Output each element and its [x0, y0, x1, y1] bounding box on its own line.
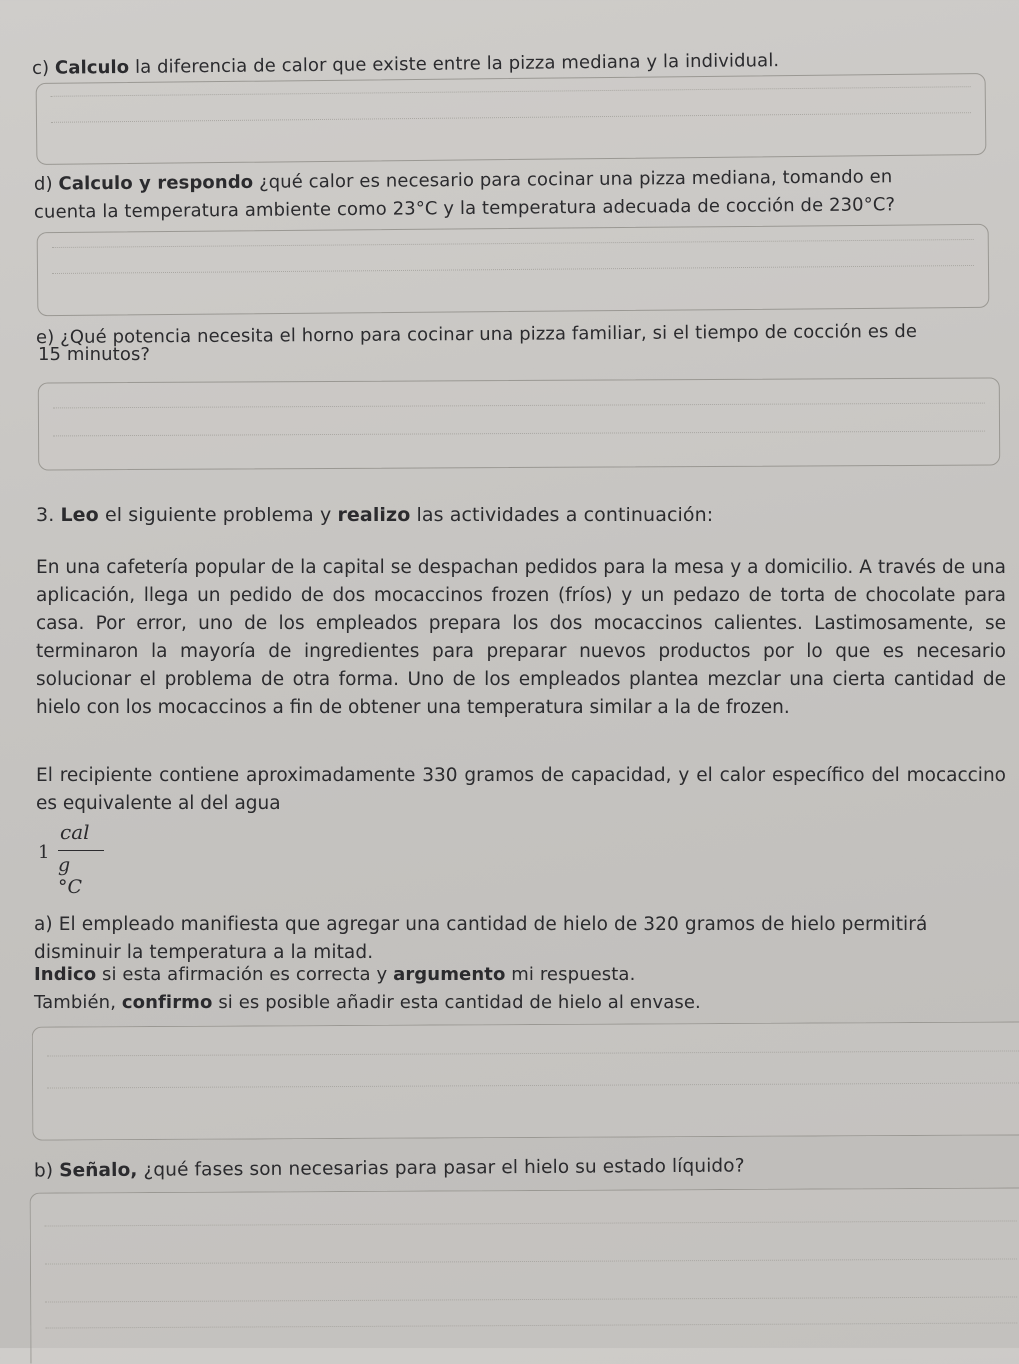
question-a-line2: disminuir la temperatura a la mitad. — [34, 942, 374, 963]
answer-box-d[interactable] — [37, 224, 990, 316]
answer-box-a[interactable] — [32, 1021, 1019, 1140]
question-d-line2: cuenta la temperatura ambiente como 23°C y la temperatura adecuada de cocción de 230°C? — [33, 194, 896, 223]
question-a-line4: También, confirmo si es posible añadir esta cantidad de hielo al envase. — [34, 992, 701, 1013]
question-d-line1: d) Calculo y respondo ¿qué calor es necesario para cocinar una pizza mediana, tomando en — [33, 166, 893, 195]
question-a-line3: Indico si esta afirmación es correcta y argumento mi respuesta. — [34, 964, 636, 985]
answer-box-b[interactable] — [30, 1187, 1019, 1363]
problem-paragraph: En una cafetería popular de la capital se despachan pedidos para la mesa y a domicilio. A través de una aplicación, llega un pedido de dos mocaccinos frozen (fríos) y un pedazo de torta de chocolate para casa. Por error, uno de los empleados prepara los dos mocaccinos calientes. Lastimosamente, se terminaron la mayoría de ingredientes para preparar nuevos productos por lo que es necesario solucionar el problema de otra forma. Uno de los empleados plantea mezclar una cierta cantidad de hielo con los mocaccinos a fin de obtener una temperatura similar a la de frozen. — [36, 557, 1006, 718]
worksheet-page: c) Calculo la diferencia de calor que existe entre la pizza mediana y la individual. d) Calculo y respondo ¿qué calor es necesario para cocinar una pizza mediana, tomando en cuenta la temperatura ambiente como 23°C y la temperatura adecuada de cocción de 230°C? e) ¿Qué potencia necesita el horno para cocinar una pizza familiar, si el tiempo de cocción es de 15 minutos? 3. Leo el siguiente problema y realizo las actividades a continuación: En una cafetería popular de la capital se despachan pedidos para la mesa y a domicilio. A través de una aplicación, llega un pedido de dos mocaccinos frozen (fríos) y un pedazo de torta de chocolate para casa. Por error, uno de los empleados prepara los dos mocaccinos calientes. Lastimosamente, se terminaron la mayoría de ingredientes para preparar nuevos productos por lo que es necesario solucionar el problema de otra forma. Uno de los empleados plantea mezclar una cierta cantidad de hielo con los mocaccinos a fin de obtener una temperatura similar a la de frozen. El recipiente contiene aproximadamente 330 gramos de capacidad, y el calor específico del mocaccino es equivalente al del agua 1 cal g °C a) El empleado manifiesta que agregar una cantidad de hielo de 320 gramos de hielo permitirá disminuir la temperatura a la mitad. Indico si esta afirmación es correcta y argumento mi respuesta. También, confirmo si es posible añadir esta cantidad de hielo al envase. b) Señalo, ¿qué fases son necesarias para pasar el hielo su estado líquido? — [0, 0, 1019, 1348]
question-e-line2: 15 minutos? — [38, 344, 151, 365]
question-b: b) Señalo, ¿qué fases son necesarias para pasar el hielo su estado líquido? — [33, 1155, 745, 1182]
answer-box-c[interactable] — [36, 73, 987, 165]
data-paragraph: El recipiente contiene aproximadamente 330 gramos de capacidad, y el calor específico del mocaccino es equivalente al del agua — [36, 765, 1006, 814]
question-a-line1: a) El empleado manifiesta que agregar una cantidad de hielo de 320 gramos de hielo permitirá — [34, 914, 928, 935]
question-c: c) Calculo la diferencia de calor que existe entre la pizza mediana y la individual. — [31, 50, 780, 79]
question-e-line1: e) ¿Qué potencia necesita el horno para cocinar una pizza familiar, si el tiempo de cocción es de — [35, 320, 918, 349]
section-3-heading: 3. Leo el siguiente problema y realizo las actividades a continuación: — [36, 504, 714, 526]
answer-box-e[interactable] — [38, 377, 1000, 470]
